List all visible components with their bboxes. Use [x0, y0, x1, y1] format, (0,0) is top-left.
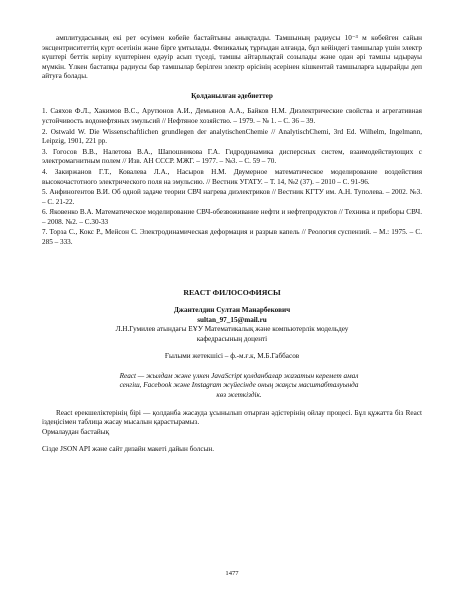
reference-item: 1. Саяхов Ф.Л., Хакимов В.С., Арутюнов А.И., Демьянов А.А., Байков Н.М. Диэлектрические свойства и агрегативная устойчивость водонефтяных эмульсий // Нефтяное хозяйство. – 1979. – № 1. – С. 36 – 39.: [42, 107, 422, 126]
body-paragraph: React ерекшеліктерінің бірі — қолданба жасауда ұсынылып отырған әдістерінің ойлау процесі. Бұл құжатта біз React іздеңісімен таблица жасау мысалын қарастырамыз.: [42, 408, 422, 427]
reference-item: 5. Анфиногентов В.И. Об одной задаче теории СВЧ нагрева диэлектриков // Вестник КГТУ им. А.Н. Туполева. – 2002. №3. – С. 21-22.: [42, 188, 422, 206]
page-number: 1477: [225, 570, 239, 577]
intro-paragraph: амплитудасының екі рет өсуімен көбейе бастайтыны анықталды. Тамшының радиусы 10⁻³ м көбейген сайын эксцентриситеттің күрт өсетінін және бірге ұмтылады. Физикалық тұрғыдан алғанда, бұл кейіндегі тамшылар үшін электр күштері беттік керілу күштерінен едәуір асып түседі, тамшы айтарлықтай созылады және одан әрі тамшы ыдырауы мүмкін. Үлкен бастапқы радиусы бар тамшылар берілген электр өрісінің әсерінен кішкентай тамшыларға ыдырайды деп айтуға болады.: [42, 34, 422, 81]
last-line: Сізде JSON API және сайт дизайн макеті дайын болсын.: [42, 445, 215, 454]
reference-item: 2. Ostwald W. Die Wissenschaftlichen grundlegen der analytischenChemie // AnalytischChemi, 3rd Ed. Wilhelm, Ingelmann, Leipzig, 1901, 221 pp.: [42, 127, 422, 146]
references-heading: Қолданылған әдебиеттер: [191, 91, 273, 100]
reference-item: 7. Торза С., Кокс Р., Мейсон С. Электродинамическая деформация и разрыв капель // Реология суспензий. – М.: 1975. – С. 285 – 333.: [42, 228, 422, 246]
epigraph: React — жылдам және үлкен JavaScript қолданбалар жазатын керемет амал сенгіш, Facebook және Instagram жүйесінде оның жақсы масштабталуында көз жеткіздік.: [119, 371, 359, 399]
reference-item: 3. Гогосов В.В., Налетова В.А., Шапошникова Г.А. Гидродинамика дисперсных систем, взаимодействующих с электромагнитным полем // Изв. АН СССР. МЖГ. – 1977. – №3. – С. 59 – 70.: [42, 147, 422, 166]
article-title: REACT ФИЛОСОФИЯСЫ: [183, 287, 281, 297]
author-email: sultan_97_15@mail.ru: [197, 315, 267, 324]
scientific-advisor: Ғылыми жетекшісі – ф.-м.ғ.к, М.Б.Габбасов: [164, 352, 300, 361]
author-name: Джантелдин Султан Манарбекович: [173, 305, 291, 314]
references-list: [42, 107, 422, 247]
section-label: Ормалаудан бастайық: [42, 427, 110, 436]
author-affiliation: Л.Н.Гумилев атындағы ЕҰУ Математикалық және компьютерлік модельдеу кафедрасының доценті: [115, 325, 349, 343]
reference-item: 4. Закиржанов Г.Т., Ковалева Л.А., Насыров Н.М. Двумерное математическое моделирование воздействия высокочастотного электрического поля на эмульсию. // Вестник УГАТУ. – Т. 14, №2 (37). – 2010 – С. 91-96.: [42, 167, 422, 186]
reference-item: 6. Яковенко В.А. Математическое моделирование СВЧ-обезвоживание нефти и нефтепродуктов // Техника и приборы СВЧ. – 2008. №2. – С.30-33: [42, 208, 422, 226]
